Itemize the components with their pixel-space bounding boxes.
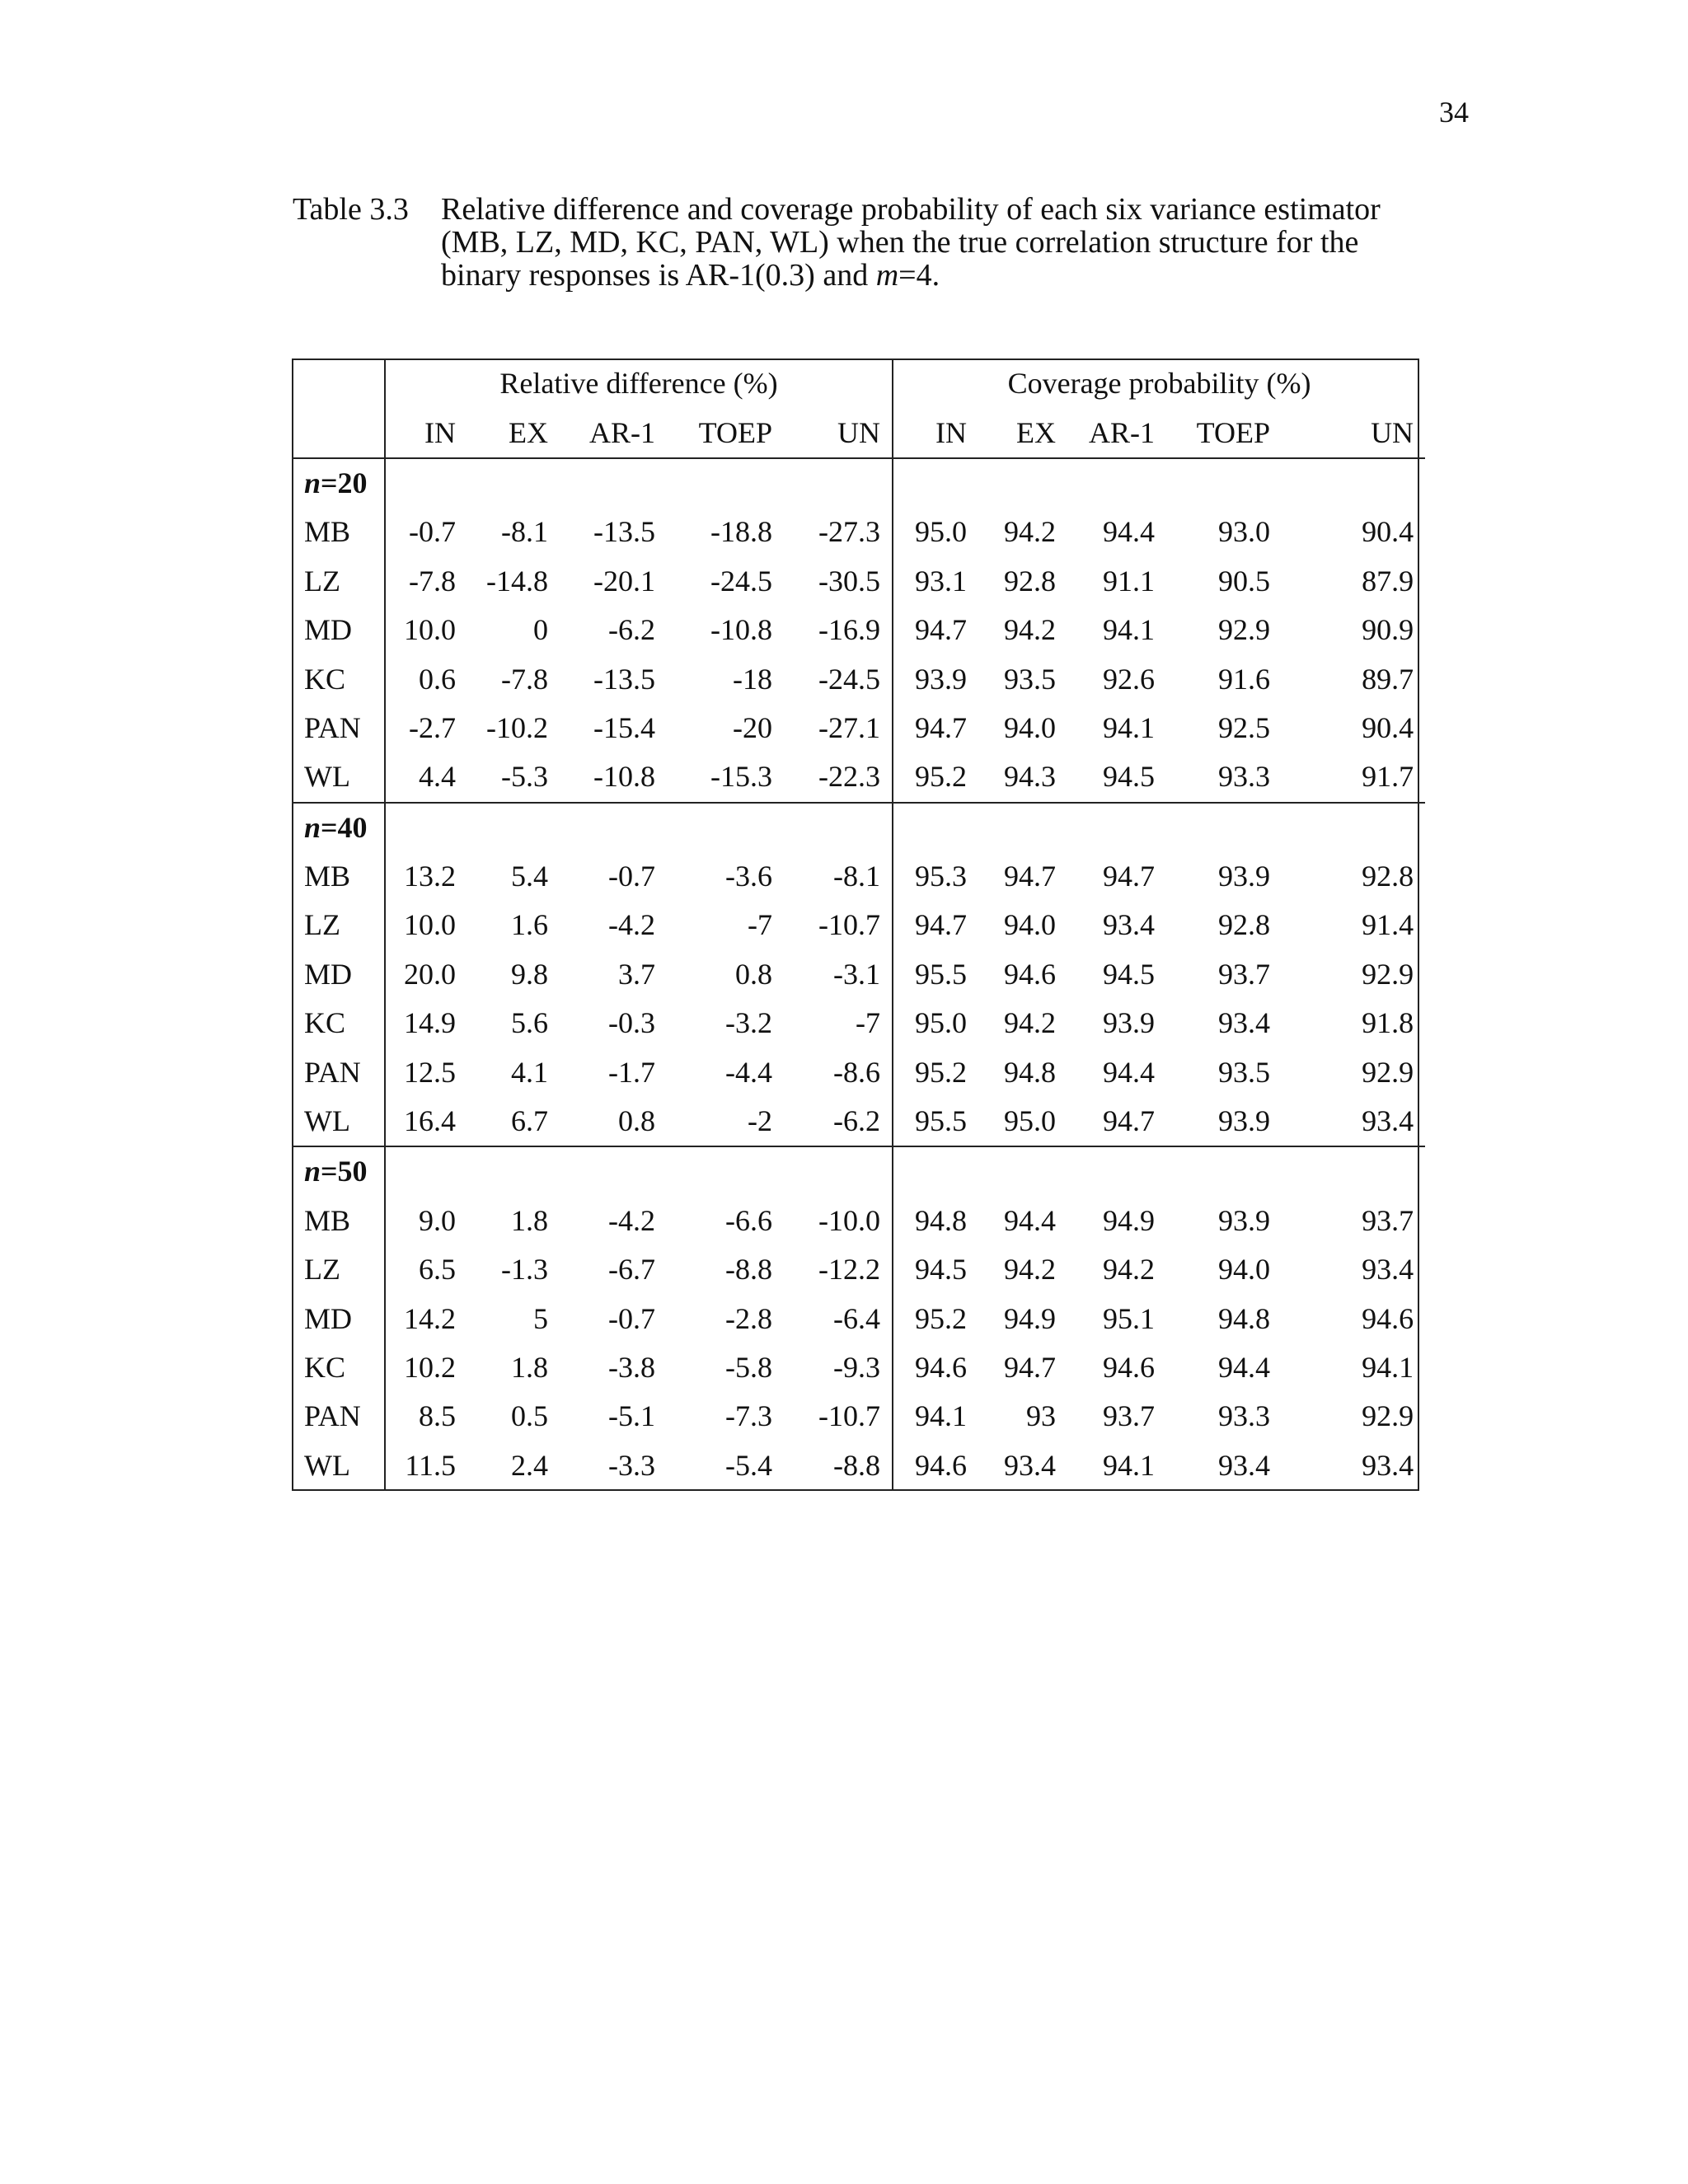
relative-difference-cell: 16.4 bbox=[404, 1104, 456, 1138]
coverage-probability-cell: 93.4 bbox=[1362, 1448, 1414, 1482]
caption-variable: m bbox=[875, 258, 899, 293]
relative-difference-cell: -5.1 bbox=[608, 1399, 655, 1433]
relative-difference-cell: -6.4 bbox=[784, 1294, 893, 1343]
coverage-probability-cell: 91.4 bbox=[1362, 908, 1414, 942]
coverage-probability-cell: 94.2 bbox=[1004, 515, 1057, 549]
coverage-probability-cell: 95.0 bbox=[1004, 1104, 1057, 1138]
empty-cell bbox=[385, 1146, 467, 1196]
empty-cell bbox=[1282, 458, 1425, 508]
relative-difference-cell: -2.7 bbox=[409, 710, 456, 744]
relative-difference-cell: -22.3 bbox=[784, 752, 893, 802]
relative-difference-cell: 0.5 bbox=[511, 1399, 548, 1433]
relative-difference-cell: -10.8 bbox=[710, 613, 772, 647]
coverage-probability-cell: 94.6 bbox=[915, 1448, 968, 1482]
empty-cell bbox=[667, 803, 784, 852]
table-row bbox=[293, 1097, 1425, 1146]
coverage-probability-cell: 90.4 bbox=[1362, 710, 1414, 744]
coverage-probability-cell: 93 bbox=[1026, 1399, 1057, 1433]
table-row bbox=[293, 1047, 1425, 1096]
column-header: UN bbox=[784, 408, 893, 457]
column-header: TOEP bbox=[1196, 415, 1271, 449]
header-corner-cell bbox=[293, 408, 385, 457]
column-header: IN bbox=[935, 415, 968, 449]
coverage-probability-cell: 94.7 bbox=[915, 613, 968, 647]
relative-difference-cell: 3.7 bbox=[618, 957, 655, 991]
coverage-probability-cell: 94.7 bbox=[1004, 860, 1057, 893]
group-label bbox=[293, 803, 385, 852]
empty-cell bbox=[1166, 458, 1282, 508]
estimator-label: MD bbox=[293, 950, 385, 999]
relative-difference-cell: -8.1 bbox=[501, 515, 548, 549]
coverage-probability-cell: 94.6 bbox=[1103, 1351, 1156, 1384]
caption-text bbox=[441, 193, 1438, 292]
relative-difference-cell: 14.2 bbox=[404, 1301, 456, 1335]
coverage-probability-cell: 92.5 bbox=[1218, 710, 1271, 744]
column-header: UN bbox=[1371, 415, 1414, 449]
coverage-probability-cell: 94.2 bbox=[1103, 1253, 1156, 1286]
relative-difference-cell: -10.0 bbox=[784, 1197, 893, 1245]
estimator-label: MB bbox=[293, 1197, 385, 1245]
empty-cell bbox=[667, 1146, 784, 1196]
relative-difference-cell: 10.2 bbox=[404, 1351, 456, 1384]
coverage-probability-cell: 94.0 bbox=[1004, 710, 1057, 744]
relative-difference-cell: -2 bbox=[748, 1104, 772, 1138]
coverage-probability-cell: 93.4 bbox=[1218, 1448, 1271, 1482]
estimator-label: KC bbox=[293, 999, 385, 1047]
relative-difference-cell: -30.5 bbox=[784, 557, 893, 606]
empty-cell bbox=[385, 458, 467, 508]
group-header-row bbox=[293, 803, 1425, 852]
estimator-label: MB bbox=[293, 852, 385, 901]
estimator-label: WL bbox=[293, 1097, 385, 1146]
relative-difference-cell: -10.2 bbox=[486, 710, 548, 744]
coverage-probability-cell: 94.3 bbox=[1004, 760, 1057, 794]
relative-difference-cell: 14.9 bbox=[404, 1006, 456, 1040]
coverage-probability-cell: 94.9 bbox=[1004, 1301, 1057, 1335]
empty-cell bbox=[1282, 803, 1425, 852]
caption-label: Table 3.3 bbox=[293, 192, 409, 227]
empty-cell bbox=[893, 803, 978, 852]
coverage-probability-cell: 93.3 bbox=[1218, 1399, 1271, 1433]
relative-difference-cell: -5.3 bbox=[501, 760, 548, 794]
coverage-probability-cell: 92.6 bbox=[1103, 662, 1156, 696]
estimator-label: WL bbox=[293, 1441, 385, 1490]
group-label bbox=[293, 1146, 385, 1196]
group-header-row bbox=[293, 1146, 1425, 1196]
relative-difference-cell: 10.0 bbox=[404, 613, 456, 647]
coverage-probability-header: Coverage probability (%) bbox=[1007, 367, 1311, 401]
coverage-probability-cell: 94.1 bbox=[1103, 1448, 1156, 1482]
coverage-probability-cell: 94.4 bbox=[1218, 1351, 1271, 1384]
relative-difference-cell: 10.0 bbox=[404, 908, 456, 942]
table-row bbox=[293, 557, 1425, 606]
empty-cell bbox=[1166, 803, 1282, 852]
coverage-probability-cell: 94.8 bbox=[915, 1203, 968, 1237]
coverage-probability-cell: 93.5 bbox=[1004, 662, 1057, 696]
empty-cell bbox=[560, 1146, 667, 1196]
empty-cell bbox=[1067, 458, 1166, 508]
relative-difference-cell: -16.9 bbox=[784, 606, 893, 654]
empty-cell bbox=[467, 458, 560, 508]
relative-difference-cell: -20.1 bbox=[593, 564, 655, 598]
relative-difference-cell: -6.2 bbox=[608, 613, 655, 647]
coverage-probability-cell: 91.1 bbox=[1103, 564, 1156, 598]
empty-cell bbox=[978, 458, 1067, 508]
table-row bbox=[293, 752, 1425, 802]
relative-difference-cell: -5.4 bbox=[725, 1448, 772, 1482]
empty-cell bbox=[385, 803, 467, 852]
header-row-columns bbox=[293, 408, 1425, 457]
page-number: 34 bbox=[1439, 96, 1469, 129]
column-header: IN bbox=[424, 415, 456, 449]
empty-cell bbox=[784, 1146, 893, 1196]
coverage-probability-cell: 92.8 bbox=[1004, 564, 1057, 598]
relative-difference-cell: 0.8 bbox=[618, 1104, 655, 1138]
relative-difference-cell: 1.6 bbox=[511, 908, 548, 942]
relative-difference-cell: -6.6 bbox=[725, 1203, 772, 1237]
coverage-probability-cell: 95.5 bbox=[915, 957, 968, 991]
column-header: TOEP bbox=[698, 415, 772, 449]
empty-cell bbox=[893, 458, 978, 508]
coverage-probability-cell: 93.9 bbox=[1103, 1006, 1156, 1040]
relative-difference-cell: -27.1 bbox=[784, 704, 893, 752]
relative-difference-cell: -3.2 bbox=[725, 1006, 772, 1040]
relative-difference-cell: -5.8 bbox=[725, 1351, 772, 1384]
coverage-probability-cell: 90.9 bbox=[1362, 613, 1414, 647]
coverage-probability-cell: 92.8 bbox=[1362, 860, 1414, 893]
relative-difference-cell: -24.5 bbox=[710, 564, 772, 598]
empty-cell bbox=[978, 803, 1067, 852]
group-label bbox=[293, 458, 385, 508]
coverage-probability-cell: 94.2 bbox=[1004, 1253, 1057, 1286]
relative-difference-cell: 5.4 bbox=[511, 860, 548, 893]
relative-difference-cell: -7.8 bbox=[409, 564, 456, 598]
coverage-probability-cell: 94.6 bbox=[1004, 957, 1057, 991]
coverage-probability-cell: 92.9 bbox=[1362, 1055, 1414, 1089]
estimator-label: WL bbox=[293, 752, 385, 802]
group-variable: n bbox=[304, 810, 321, 844]
relative-difference-cell: -2.8 bbox=[725, 1301, 772, 1335]
relative-difference-cell: -18.8 bbox=[710, 515, 772, 549]
relative-difference-cell: -7 bbox=[748, 908, 772, 942]
relative-difference-cell: -13.5 bbox=[593, 515, 655, 549]
relative-difference-cell: -8.8 bbox=[725, 1253, 772, 1286]
coverage-probability-cell: 93.4 bbox=[1103, 908, 1156, 942]
table-row bbox=[293, 852, 1425, 901]
relative-difference-cell: 6.7 bbox=[511, 1104, 548, 1138]
column-header: AR-1 bbox=[589, 415, 655, 449]
caption-line: Relative difference and coverage probability of each six variance estimator bbox=[441, 192, 1381, 227]
header-corner-cell bbox=[293, 359, 385, 408]
coverage-probability-cell: 94.8 bbox=[1218, 1301, 1271, 1335]
relative-difference-cell: -3.6 bbox=[725, 860, 772, 893]
table-row bbox=[293, 950, 1425, 999]
coverage-probability-cell: 94.1 bbox=[1103, 710, 1156, 744]
table-row bbox=[293, 1343, 1425, 1392]
relative-difference-cell: 1.8 bbox=[511, 1351, 548, 1384]
empty-cell bbox=[1067, 1146, 1166, 1196]
empty-cell bbox=[1282, 1146, 1425, 1196]
coverage-probability-cell: 94.5 bbox=[1103, 957, 1156, 991]
relative-difference-cell: 0.8 bbox=[735, 957, 772, 991]
coverage-probability-cell: 93.4 bbox=[1004, 1448, 1057, 1482]
table-row bbox=[293, 901, 1425, 949]
empty-cell bbox=[467, 803, 560, 852]
estimator-label: MD bbox=[293, 1294, 385, 1343]
relative-difference-cell: -6.2 bbox=[784, 1097, 893, 1146]
relative-difference-cell: -4.2 bbox=[608, 908, 655, 942]
relative-difference-cell: -6.7 bbox=[608, 1253, 655, 1286]
coverage-probability-cell: 93.3 bbox=[1218, 760, 1271, 794]
coverage-probability-cell: 95.2 bbox=[915, 760, 968, 794]
group-value: =50 bbox=[321, 1155, 368, 1188]
coverage-probability-cell: 94.2 bbox=[1004, 613, 1057, 647]
coverage-probability-cell: 94.0 bbox=[1004, 908, 1057, 942]
coverage-probability-cell: 94.8 bbox=[1004, 1055, 1057, 1089]
coverage-probability-cell: 94.6 bbox=[915, 1351, 968, 1384]
relative-difference-cell: -0.7 bbox=[608, 1301, 655, 1335]
estimator-label: KC bbox=[293, 654, 385, 703]
group-value: =20 bbox=[321, 466, 368, 499]
estimator-label: PAN bbox=[293, 704, 385, 752]
column-header: EX bbox=[1016, 415, 1057, 449]
relative-difference-cell: -3.3 bbox=[608, 1448, 655, 1482]
relative-difference-cell: -3.8 bbox=[608, 1351, 655, 1384]
estimator-label: MD bbox=[293, 606, 385, 654]
coverage-probability-cell: 94.4 bbox=[1103, 1055, 1156, 1089]
column-header: EX bbox=[509, 415, 548, 449]
relative-difference-cell: -15.3 bbox=[710, 760, 772, 794]
estimator-label: PAN bbox=[293, 1047, 385, 1096]
coverage-probability-cell: 94.1 bbox=[1103, 613, 1156, 647]
coverage-probability-cell: 94.7 bbox=[1103, 1104, 1156, 1138]
relative-difference-cell: -12.2 bbox=[784, 1245, 893, 1294]
relative-difference-cell: 13.2 bbox=[404, 860, 456, 893]
relative-difference-cell: 5.6 bbox=[511, 1006, 548, 1040]
relative-difference-cell: -1.7 bbox=[608, 1055, 655, 1089]
coverage-probability-cell: 91.8 bbox=[1362, 1006, 1414, 1040]
coverage-probability-cell: 94.7 bbox=[1004, 1351, 1057, 1384]
coverage-probability-cell: 93.7 bbox=[1218, 957, 1271, 991]
coverage-probability-cell: 91.7 bbox=[1362, 760, 1414, 794]
relative-difference-cell: 11.5 bbox=[405, 1448, 456, 1482]
empty-cell bbox=[893, 1146, 978, 1196]
coverage-probability-cell: 94.7 bbox=[1103, 860, 1156, 893]
estimator-label: LZ bbox=[293, 1245, 385, 1294]
caption-line-text: binary responses is AR-1(0.3) and bbox=[441, 258, 876, 293]
empty-cell bbox=[978, 1146, 1067, 1196]
coverage-probability-cell: 93.0 bbox=[1218, 515, 1271, 549]
relative-difference-cell: -20 bbox=[733, 710, 772, 744]
table-row bbox=[293, 1294, 1425, 1343]
relative-difference-cell: 0 bbox=[533, 613, 548, 647]
estimator-label: LZ bbox=[293, 901, 385, 949]
caption-line bbox=[441, 259, 1438, 292]
coverage-probability-cell: 94.6 bbox=[1362, 1301, 1414, 1335]
table-row bbox=[293, 1441, 1425, 1490]
relative-difference-cell: -1.3 bbox=[501, 1253, 548, 1286]
relative-difference-cell: -0.7 bbox=[608, 860, 655, 893]
table-row bbox=[293, 1392, 1425, 1441]
coverage-probability-cell: 89.7 bbox=[1362, 662, 1414, 696]
coverage-probability-cell: 92.9 bbox=[1362, 1399, 1414, 1433]
coverage-probability-cell: 92.9 bbox=[1218, 613, 1271, 647]
empty-cell bbox=[784, 803, 893, 852]
relative-difference-cell: 9.0 bbox=[419, 1203, 456, 1237]
table-row bbox=[293, 999, 1425, 1047]
relative-difference-cell: -15.4 bbox=[593, 710, 655, 744]
relative-difference-cell: 12.5 bbox=[404, 1055, 456, 1089]
relative-difference-cell: -7 bbox=[784, 999, 893, 1047]
coverage-probability-cell: 94.0 bbox=[1218, 1253, 1271, 1286]
table-row bbox=[293, 704, 1425, 752]
relative-difference-cell: -18 bbox=[733, 662, 772, 696]
coverage-probability-cell: 95.0 bbox=[915, 515, 968, 549]
coverage-probability-cell: 92.8 bbox=[1218, 908, 1271, 942]
group-variable: n bbox=[304, 1155, 321, 1188]
relative-difference-cell: -7.3 bbox=[725, 1399, 772, 1433]
empty-cell bbox=[784, 458, 893, 508]
table-row bbox=[293, 1197, 1425, 1245]
results-table bbox=[293, 359, 1425, 1490]
coverage-probability-cell: 93.4 bbox=[1218, 1006, 1271, 1040]
group-header-row bbox=[293, 458, 1425, 508]
relative-difference-cell: -0.3 bbox=[608, 1006, 655, 1040]
relative-difference-cell: -10.8 bbox=[593, 760, 655, 794]
coverage-probability-cell: 95.5 bbox=[915, 1104, 968, 1138]
group-variable: n bbox=[304, 466, 321, 499]
coverage-probability-cell: 93.5 bbox=[1218, 1055, 1271, 1089]
relative-difference-cell: -10.7 bbox=[784, 1392, 893, 1441]
relative-difference-cell: 0.6 bbox=[419, 662, 456, 696]
coverage-probability-cell: 93.9 bbox=[1218, 1104, 1271, 1138]
empty-cell bbox=[560, 458, 667, 508]
coverage-probability-cell: 94.5 bbox=[915, 1253, 968, 1286]
coverage-probability-cell: 94.1 bbox=[1362, 1351, 1414, 1384]
column-header: AR-1 bbox=[1089, 415, 1156, 449]
coverage-probability-cell: 95.2 bbox=[915, 1301, 968, 1335]
estimator-label: KC bbox=[293, 1343, 385, 1392]
empty-cell bbox=[1067, 803, 1166, 852]
estimator-label: PAN bbox=[293, 1392, 385, 1441]
relative-difference-cell: 2.4 bbox=[511, 1448, 548, 1482]
caption-line-text: =4. bbox=[898, 258, 940, 293]
coverage-probability-cell: 94.4 bbox=[1004, 1203, 1057, 1237]
table-row bbox=[293, 1245, 1425, 1294]
relative-difference-cell: 1.8 bbox=[511, 1203, 548, 1237]
coverage-probability-cell: 94.7 bbox=[915, 908, 968, 942]
coverage-probability-cell: 90.4 bbox=[1362, 515, 1414, 549]
coverage-probability-cell: 95.3 bbox=[915, 860, 968, 893]
relative-difference-cell: -4.2 bbox=[608, 1203, 655, 1237]
empty-cell bbox=[560, 803, 667, 852]
coverage-probability-cell: 94.1 bbox=[915, 1399, 968, 1433]
relative-difference-cell: -14.8 bbox=[486, 564, 548, 598]
coverage-probability-cell: 93.1 bbox=[915, 564, 968, 598]
relative-difference-cell: 4.4 bbox=[419, 760, 456, 794]
relative-difference-cell: -7.8 bbox=[501, 662, 548, 696]
coverage-probability-cell: 87.9 bbox=[1362, 564, 1414, 598]
relative-difference-cell: -24.5 bbox=[784, 654, 893, 703]
relative-difference-cell: -8.6 bbox=[784, 1047, 893, 1096]
relative-difference-cell: -9.3 bbox=[784, 1343, 893, 1392]
coverage-probability-cell: 93.9 bbox=[915, 662, 968, 696]
table-row bbox=[293, 606, 1425, 654]
relative-difference-cell: -13.5 bbox=[593, 662, 655, 696]
estimator-label: LZ bbox=[293, 557, 385, 606]
coverage-probability-cell: 93.7 bbox=[1362, 1203, 1414, 1237]
relative-difference-header: Relative difference (%) bbox=[385, 359, 893, 408]
estimator-label: MB bbox=[293, 508, 385, 556]
coverage-probability-cell: 93.9 bbox=[1218, 1203, 1271, 1237]
coverage-probability-cell: 93.4 bbox=[1362, 1104, 1414, 1138]
coverage-probability-cell: 95.2 bbox=[915, 1055, 968, 1089]
coverage-probability-cell: 93.7 bbox=[1103, 1399, 1156, 1433]
empty-cell bbox=[667, 458, 784, 508]
group-value: =40 bbox=[321, 810, 368, 844]
relative-difference-cell: 8.5 bbox=[419, 1399, 456, 1433]
relative-difference-cell: -8.8 bbox=[784, 1441, 893, 1490]
empty-cell bbox=[1166, 1146, 1282, 1196]
coverage-probability-cell: 94.7 bbox=[915, 710, 968, 744]
coverage-probability-cell: 95.0 bbox=[915, 1006, 968, 1040]
relative-difference-cell: -0.7 bbox=[409, 515, 456, 549]
relative-difference-cell: 4.1 bbox=[511, 1055, 548, 1089]
relative-difference-cell: 6.5 bbox=[419, 1253, 456, 1286]
coverage-probability-cell: 92.9 bbox=[1362, 957, 1414, 991]
header-row-groups bbox=[293, 359, 1425, 408]
relative-difference-cell: -3.1 bbox=[784, 950, 893, 999]
relative-difference-cell: -27.3 bbox=[784, 508, 893, 556]
empty-cell bbox=[467, 1146, 560, 1196]
coverage-probability-cell: 93.4 bbox=[1362, 1253, 1414, 1286]
coverage-probability-cell: 94.2 bbox=[1004, 1006, 1057, 1040]
relative-difference-cell: 5 bbox=[533, 1301, 548, 1335]
coverage-probability-cell: 94.4 bbox=[1103, 515, 1156, 549]
table-row bbox=[293, 508, 1425, 556]
coverage-probability-cell: 90.5 bbox=[1218, 564, 1271, 598]
relative-difference-cell: -8.1 bbox=[784, 852, 893, 901]
coverage-probability-cell: 91.6 bbox=[1218, 662, 1271, 696]
coverage-probability-cell: 94.9 bbox=[1103, 1203, 1156, 1237]
caption-line: (MB, LZ, MD, KC, PAN, WL) when the true correlation structure for the bbox=[441, 225, 1359, 260]
coverage-probability-cell: 94.5 bbox=[1103, 760, 1156, 794]
relative-difference-cell: -4.4 bbox=[725, 1055, 772, 1089]
relative-difference-cell: -10.7 bbox=[784, 901, 893, 949]
coverage-probability-cell: 95.1 bbox=[1103, 1301, 1156, 1335]
table-row bbox=[293, 654, 1425, 703]
relative-difference-cell: 20.0 bbox=[404, 957, 456, 991]
relative-difference-cell: 9.8 bbox=[511, 957, 548, 991]
coverage-probability-cell: 93.9 bbox=[1218, 860, 1271, 893]
